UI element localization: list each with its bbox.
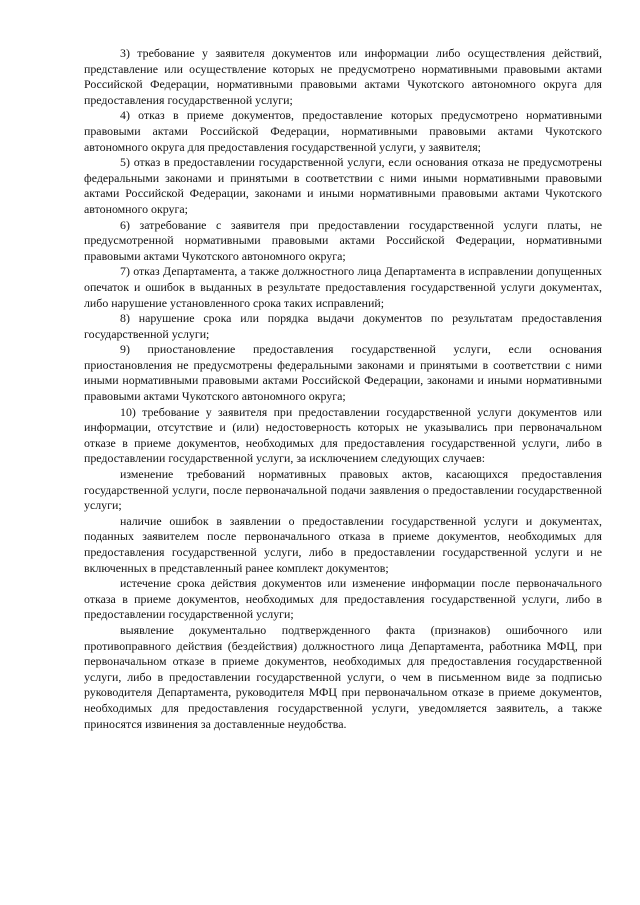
paragraph-item-10: 10) требование у заявителя при предоставлении государственной услуги документов или информации, отсутствие и (или) недостоверность которых не указывались при первоначальном отказе в приеме документов, необходимых для предоставления государственной услуги, либо в предоставлении государственной услуги, за исключением следующих случаев:	[84, 404, 602, 466]
document-page	[84, 46, 602, 732]
paragraph-item-7: 7) отказ Департамента, а также должностного лица Департамента в исправлении допущенных опечаток и ошибок в выданных в результате предоставления государственной услуги документах, либо нарушение установленного срока таких исправлений;	[84, 264, 602, 310]
paragraph-item-6: 6) затребование с заявителя при предоставлении государственной услуги платы, не предусмотренной нормативными правовыми актами Российской Федерации, нормативными правовыми актами Чукотского автономного округа;	[84, 217, 602, 263]
exception-case-2: наличие ошибок в заявлении о предоставлении государственной услуги и документах, поданных заявителем после первоначального отказа в приеме документов, необходимых для предоставления государственной услуги, либо в предоставлении государственной услуги и не включенных в представленный ранее комплект документов;	[84, 513, 602, 575]
exception-case-3: истечение срока действия документов или изменение информации после первоначального отказа в приеме документов, необходимых для предоставления государственной услуги, либо в предоставлении государственной услуги;	[84, 576, 602, 622]
paragraph-item-5: 5) отказ в предоставлении государственной услуги, если основания отказа не предусмотрены федеральными законами и принятыми в соответствии с ними иными нормативными правовыми актами Российской Федерации, законами и иными нормативными правовыми актами Чукотского автономного округа;	[84, 155, 602, 216]
paragraph-item-9: 9) приостановление предоставления государственной услуги, если основания приостановления не предусмотрены федеральными законами и принятыми в соответствии с ними иными нормативными правовыми актами Российской Федерации, законами и иными нормативными правовыми актами Чукотского автономного округа;	[84, 342, 602, 404]
paragraph-item-3: 3) требование у заявителя документов или информации либо осуществления действий, представление или осуществление которых не предусмотрено нормативными правовыми актами Российской Федерации, нормативными правовыми актами Чукотского автономного округа для предоставления государственной услуги;	[84, 46, 602, 107]
paragraph-item-4: 4) отказ в приеме документов, предоставление которых предусмотрено нормативными правовыми актами Российской Федерации, нормативными правовыми актами Чукотского автономного округа для предоставления государственной услуги, у заявителя;	[84, 108, 602, 154]
paragraph-item-8: 8) нарушение срока или порядка выдачи документов по результатам предоставления государственной услуги;	[84, 311, 602, 341]
exception-case-4: выявление документально подтвержденного факта (признаков) ошибочного или противоправного действия (бездействия) должностного лица Департамента, работника МФЦ, при первоначальном отказе в приеме документов, необходимых для предоставления государственной услуги, либо в предоставлении государственной услуги, о чем в письменном виде за подписью руководителя Департамента, руководителя МФЦ при первоначальном отказе в приеме документов, необходимых для предоставления государственной услуги, уведомляется заявитель, а также приносятся извинения за доставленные неудобства.	[84, 622, 602, 731]
exception-case-1: изменение требований нормативных правовых актов, касающихся предоставления государственной услуги, после первоначальной подачи заявления о предоставлении государственной услуги;	[84, 467, 602, 513]
